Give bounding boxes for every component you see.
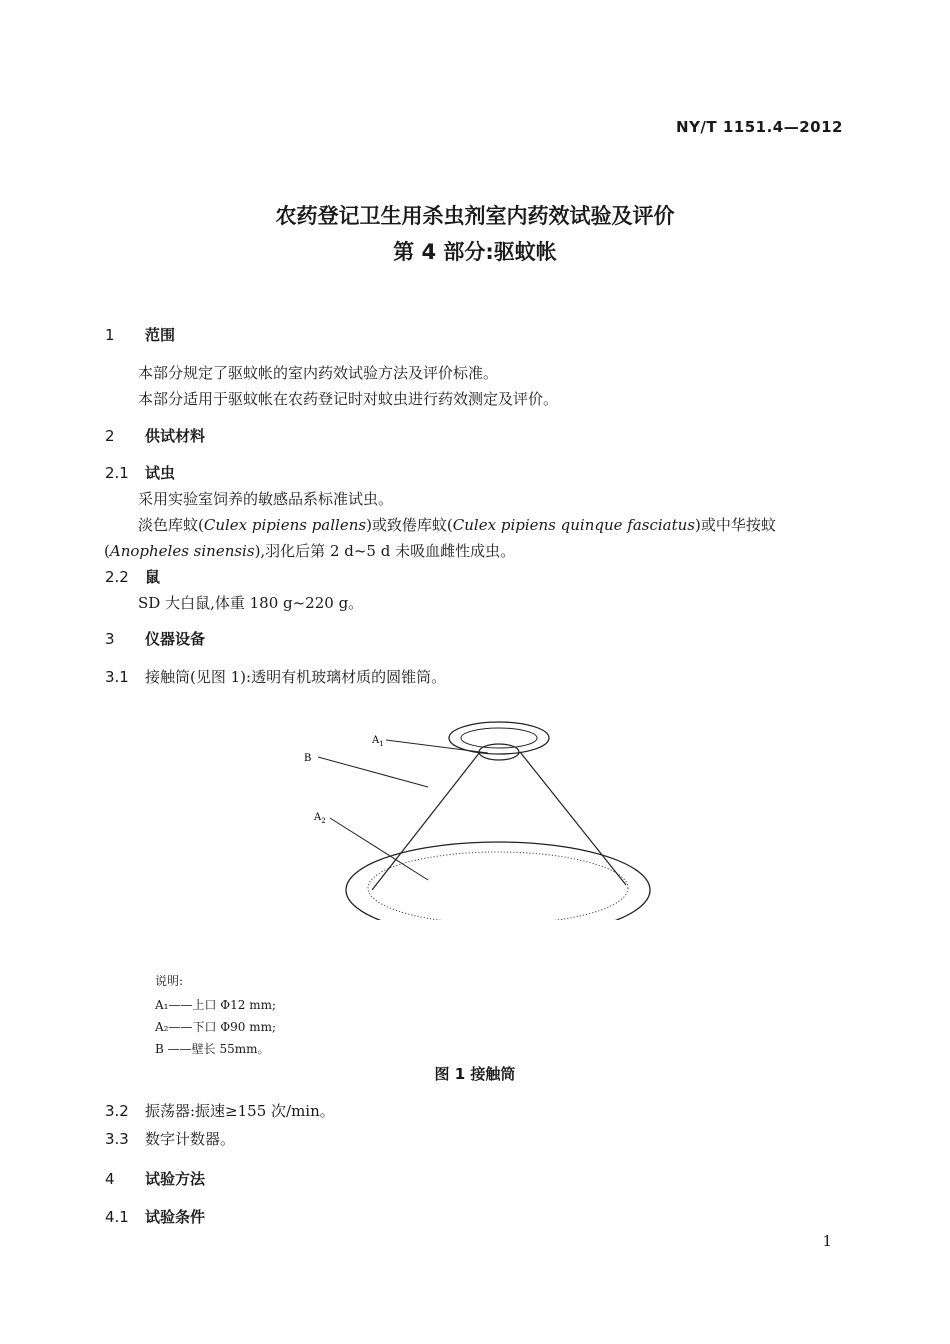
- text-run: )或中华按蚊: [695, 516, 776, 534]
- section-number: 3.1: [105, 668, 129, 686]
- figure-note: B ——壁长 55mm。: [155, 1042, 270, 1056]
- species-name: Culex pipiens quinque fasciatus: [452, 516, 695, 534]
- contact-tube-diagram: [300, 715, 670, 920]
- document-title: 农药登记卫生用杀虫剂室内药效试验及评价: [275, 204, 675, 228]
- section-4-1-heading: [105, 1206, 205, 1227]
- leader-b: [318, 757, 428, 787]
- figure-note: A₁——上口 Φ12 mm;: [155, 998, 277, 1012]
- text-run: ),羽化后第 2 d~5 d 未吸血雌性成虫。: [254, 542, 516, 560]
- paragraph: 采用实验室饲养的敏感品系标准试虫。: [138, 490, 394, 508]
- section-number: 3.2: [105, 1102, 129, 1120]
- top-rim-inner: [461, 728, 537, 748]
- text-run: 淡色库蚊(: [138, 516, 204, 534]
- section-4-heading: [105, 1168, 205, 1189]
- paragraph: 本部分规定了驱蚊帐的室内药效试验方法及评价标准。: [138, 364, 499, 382]
- label-b: B: [304, 753, 312, 764]
- cone-right-wall: [520, 752, 626, 885]
- section-1-heading: [105, 324, 175, 345]
- top-opening: [479, 744, 519, 760]
- figure-caption: 图 1 接触筒: [434, 1065, 516, 1083]
- standard-code: NY/T 1151.4—2012: [676, 118, 843, 136]
- section-number: 2.1: [105, 464, 129, 482]
- section-title: 试验条件: [145, 1208, 206, 1226]
- section-title: 仪器设备: [145, 630, 206, 648]
- section-number: 3.3: [105, 1130, 129, 1148]
- species-name: Culex pipiens pallens: [203, 516, 367, 534]
- section-title: 鼠: [145, 568, 161, 586]
- clause-3-2: [105, 1100, 335, 1121]
- section-number: 2: [105, 427, 115, 445]
- section-2-2-heading: [105, 566, 160, 587]
- clause-3-3: [105, 1128, 235, 1149]
- figure-note: A₂——下口 Φ90 mm;: [155, 1020, 277, 1034]
- section-title: 试虫: [145, 464, 176, 482]
- text-run: (: [104, 542, 110, 560]
- label-a2: $A_2$: [314, 812, 326, 825]
- clause-text: 振荡器:振速≥155 次/min。: [145, 1102, 335, 1120]
- document-subtitle: 第 4 部分:驱蚊帐: [393, 240, 557, 264]
- top-rim-outer: [449, 722, 549, 754]
- page-number: 1: [822, 1232, 832, 1250]
- section-number: 2.2: [105, 568, 129, 586]
- text-run: )或致倦库蚊(: [366, 516, 453, 534]
- section-title: 范围: [145, 326, 176, 344]
- paragraph-species-line: [138, 514, 776, 535]
- base-inner-ellipse: [368, 852, 628, 920]
- section-number: 4.1: [105, 1208, 129, 1226]
- section-3-heading: [105, 628, 205, 649]
- paragraph: 本部分适用于驱蚊帐在农药登记时对蚊虫进行药效测定及评价。: [138, 390, 559, 408]
- clause-text: 接触筒(见图 1):透明有机玻璃材质的圆锥筒。: [145, 668, 447, 686]
- section-title: 试验方法: [145, 1170, 206, 1188]
- section-title: 供试材料: [145, 427, 206, 445]
- section-2-1-heading: [105, 462, 175, 483]
- clause-text: 数字计数器。: [145, 1130, 236, 1148]
- paragraph-species-line-2: [104, 540, 515, 561]
- leader-a1: [386, 740, 488, 753]
- section-2-heading: [105, 425, 205, 446]
- leader-a2: [330, 818, 428, 880]
- figure-notes-heading: 说明:: [155, 974, 184, 988]
- paragraph: SD 大白鼠,体重 180 g~220 g。: [138, 594, 364, 612]
- section-number: 1: [105, 326, 115, 344]
- clause-3-1: [105, 666, 446, 687]
- section-number: 4: [105, 1170, 115, 1188]
- section-number: 3: [105, 630, 115, 648]
- species-name: Anopheles sinensis: [109, 542, 255, 560]
- cone-left-wall: [372, 752, 480, 890]
- label-a1: $A_1$: [372, 735, 384, 748]
